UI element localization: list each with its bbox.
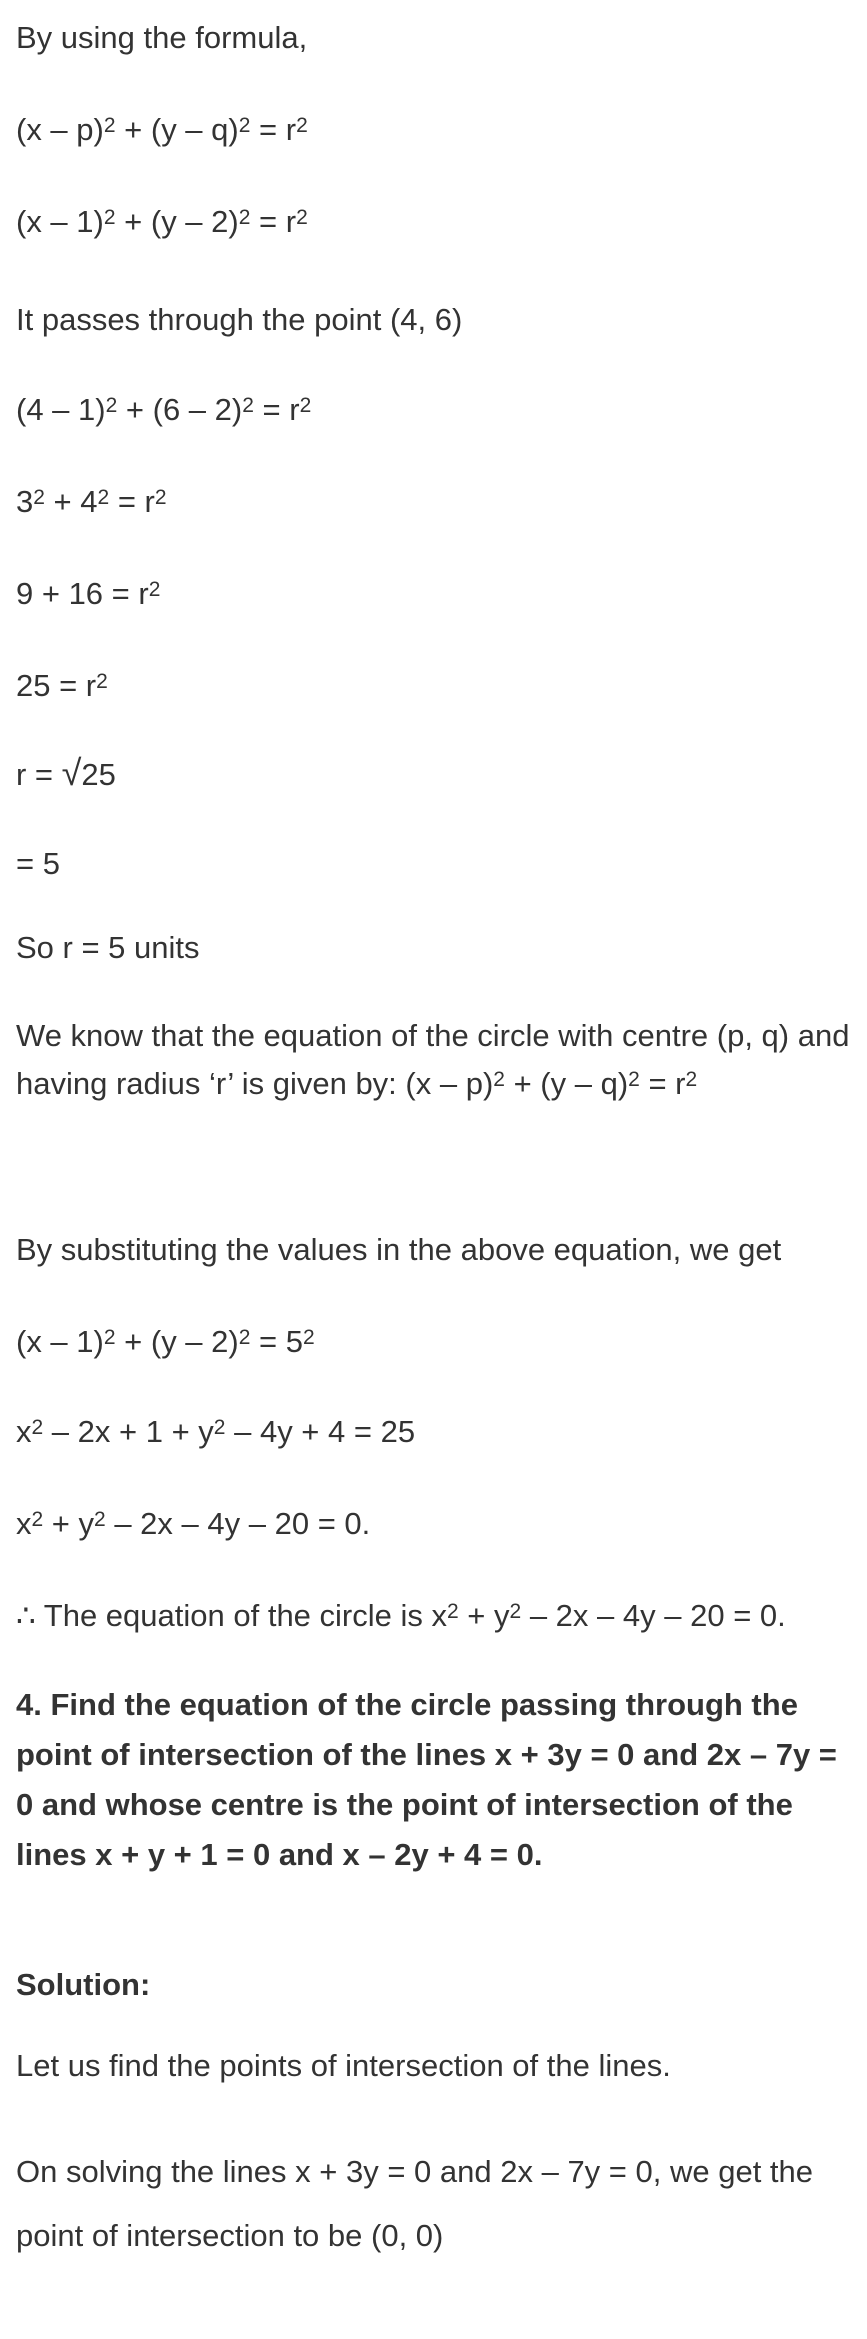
solution-label [16,1960,857,2010]
text: – 2x – 4y – 20 = 0. [105,1506,371,1541]
text-line [16,302,857,338]
text: = 5 [16,846,60,881]
text: 25 = r [16,668,97,703]
text: 3 [16,484,34,519]
exponent: 2 [31,1416,44,1439]
text: + (y – q) [115,112,239,147]
text-line [16,20,857,56]
text: 4. Find the equation of the circle passing through the point of intersection of the lines x + 3y = 0 and 2x – 7y = 0 and whose centre is the point of intersection of the lines x + y + 1 = 0 and x – 2y + 4 = 0. [16,1687,837,1872]
text: – 2x – 4y – 20 = 0. [521,1598,786,1633]
text: (x – p) [16,112,104,147]
equation-line [16,1324,857,1360]
text: = r [639,1066,686,1101]
text: 25 [81,757,116,792]
equation-line [16,112,857,148]
text: – 4y + 4 = 25 [225,1414,416,1449]
text: On solving the lines x + 3y = 0 and 2x – 7y = 0, we get the point of intersection to be (0, 0) [16,2154,814,2253]
text: + (y – 2) [115,204,239,239]
exponent: 2 [447,1600,459,1623]
exponent: 2 [103,206,116,229]
text: = r [109,484,155,519]
text: = r [253,392,300,427]
exponent: 2 [296,114,308,137]
square-root-symbol: √ [61,752,82,793]
text: r = [16,757,62,792]
exponent: 2 [33,486,45,509]
text: x [16,1414,32,1449]
text: (4 – 1) [16,392,106,427]
exponent: 2 [103,1326,116,1349]
text: + 4 [44,484,98,519]
exponent: 2 [238,114,251,137]
equation-line [16,752,857,794]
equation-line [16,1414,857,1450]
exponent: 2 [148,578,161,601]
question-heading [16,1680,857,1880]
text: By substituting the values in the above equation, we get [16,1232,782,1267]
text-paragraph [16,2140,857,2268]
exponent: 2 [685,1068,698,1091]
text: = 5 [250,1324,303,1359]
text: ∴ The equation of the circle is x [16,1598,447,1633]
exponent: 2 [238,206,251,229]
text-line [16,1232,857,1268]
text: By using the formula, [16,20,308,55]
text: Solution: [16,1967,151,2002]
text: (x – 1) [16,1324,104,1359]
exponent: 2 [103,114,116,137]
text: x [16,1506,32,1541]
equation-line [16,392,857,428]
text-line [16,2048,857,2084]
text: + (y – 2) [115,1324,239,1359]
exponent: 2 [213,1416,226,1439]
text: 9 + 16 = r [16,576,149,611]
exponent: 2 [509,1600,522,1623]
exponent: 2 [97,486,110,509]
text-paragraph [16,1012,857,1108]
text: + y [43,1506,95,1541]
exponent: 2 [296,206,308,229]
exponent: 2 [96,670,108,693]
text: – 2x + 1 + y [43,1414,214,1449]
exponent: 2 [493,1068,505,1091]
text: So r = 5 units [16,930,200,965]
exponent: 2 [303,1326,315,1349]
text: + (6 – 2) [117,392,243,427]
text-line [16,930,857,966]
text: + (y – q) [504,1066,629,1101]
exponent: 2 [94,1508,106,1531]
text: It passes through the point (4, 6) [16,302,463,337]
exponent: 2 [105,394,118,417]
equation-line [16,668,857,704]
equation-line [16,846,857,882]
text: = r [250,204,297,239]
exponent: 2 [242,394,254,417]
text: Let us find the points of intersection of the lines. [16,2048,671,2083]
equation-line [16,1506,857,1542]
exponent: 2 [238,1326,251,1349]
exponent: 2 [628,1068,640,1091]
text: + y [458,1598,510,1633]
exponent: 2 [299,394,312,417]
exponent: 2 [31,1508,44,1531]
conclusion-line [16,1598,857,1634]
text: = r [250,112,297,147]
equation-line [16,204,857,240]
equation-line [16,484,857,520]
text: We know that the equation of the circle with centre (p, q) and having radius ‘r’ is given by: (x – p) [16,1018,850,1101]
equation-line [16,576,857,612]
exponent: 2 [154,486,167,509]
text: (x – 1) [16,204,104,239]
